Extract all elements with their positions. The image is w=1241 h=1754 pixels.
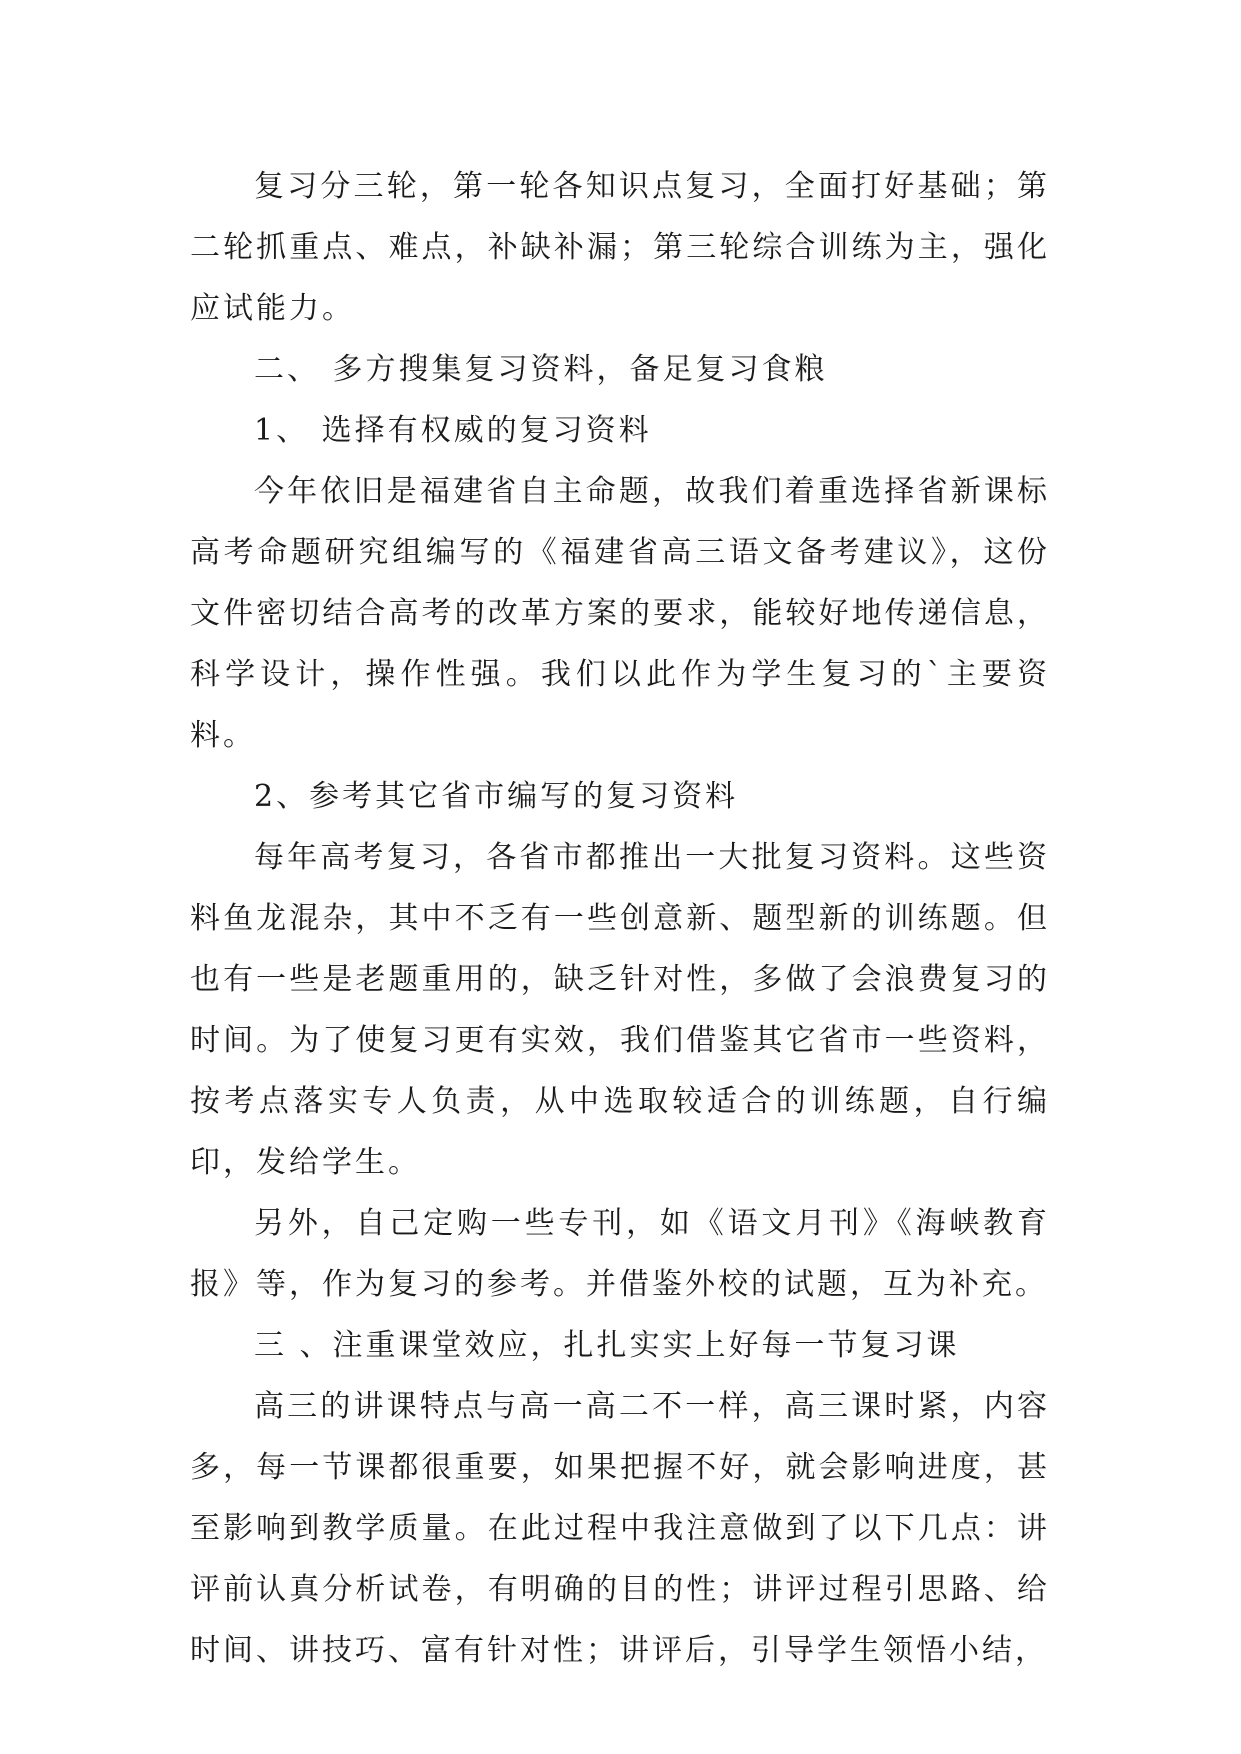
paragraph-fujian-materials: 今年依旧是福建省自主命题，故我们着重选择省新课标高考命题研究组编写的《福建省高三语文备考建议》，这份文件密切结合高考的改革方案的要求，能较好地传递信息，科学设计，操作性强。我们以此作为学生复习的`主要资料。 (190, 474, 1050, 753)
paragraph-teaching-points: 高三的讲课特点与高一高二不一样，高三课时紧，内容多，每一节课都很重要，如果把握不好，就会影响进度，甚至影响到教学质量。在此过程中我注意做到了以下几点：讲评前认真分析试卷，有明确的目的性；讲评过程引思路、给时间、讲技巧、富有针对性；讲评后，引导学生领悟小结， (190, 1389, 1050, 1668)
paragraph-journals: 另外，自己定购一些专刊，如《语文月刊》《海峡教育报》等，作为复习的参考。并借鉴外校的试题，互为补充。 (190, 1206, 1050, 1302)
paragraph-review-rounds: 复习分三轮，第一轮各知识点复习，全面打好基础；第二轮抓重点、难点，补缺补漏；第三轮综合训练为主，强化应试能力。 (190, 169, 1050, 326)
heading-section-two: 二、 多方搜集复习资料，备足复习食粮 (254, 352, 828, 387)
subheading-authoritative-materials: 1、 选择有权威的复习资料 (254, 413, 652, 448)
subheading-other-provinces: 2、参考其它省市编写的复习资料 (254, 779, 739, 814)
paragraph-annual-review: 每年高考复习，各省市都推出一大批复习资料。这些资料鱼龙混杂，其中不乏有一些创意新、题型新的训练题。但也有一些是老题重用的，缺乏针对性，多做了会浪费复习的时间。为了使复习更有实效，我们借鉴其它省市一些资料，按考点落实专人负责，从中选取较适合的训练题，自行编印，发给学生。 (190, 840, 1050, 1180)
document-body (190, 156, 1050, 1681)
heading-section-three: 三 、注重课堂效应，扎扎实实上好每一节复习课 (254, 1328, 960, 1363)
